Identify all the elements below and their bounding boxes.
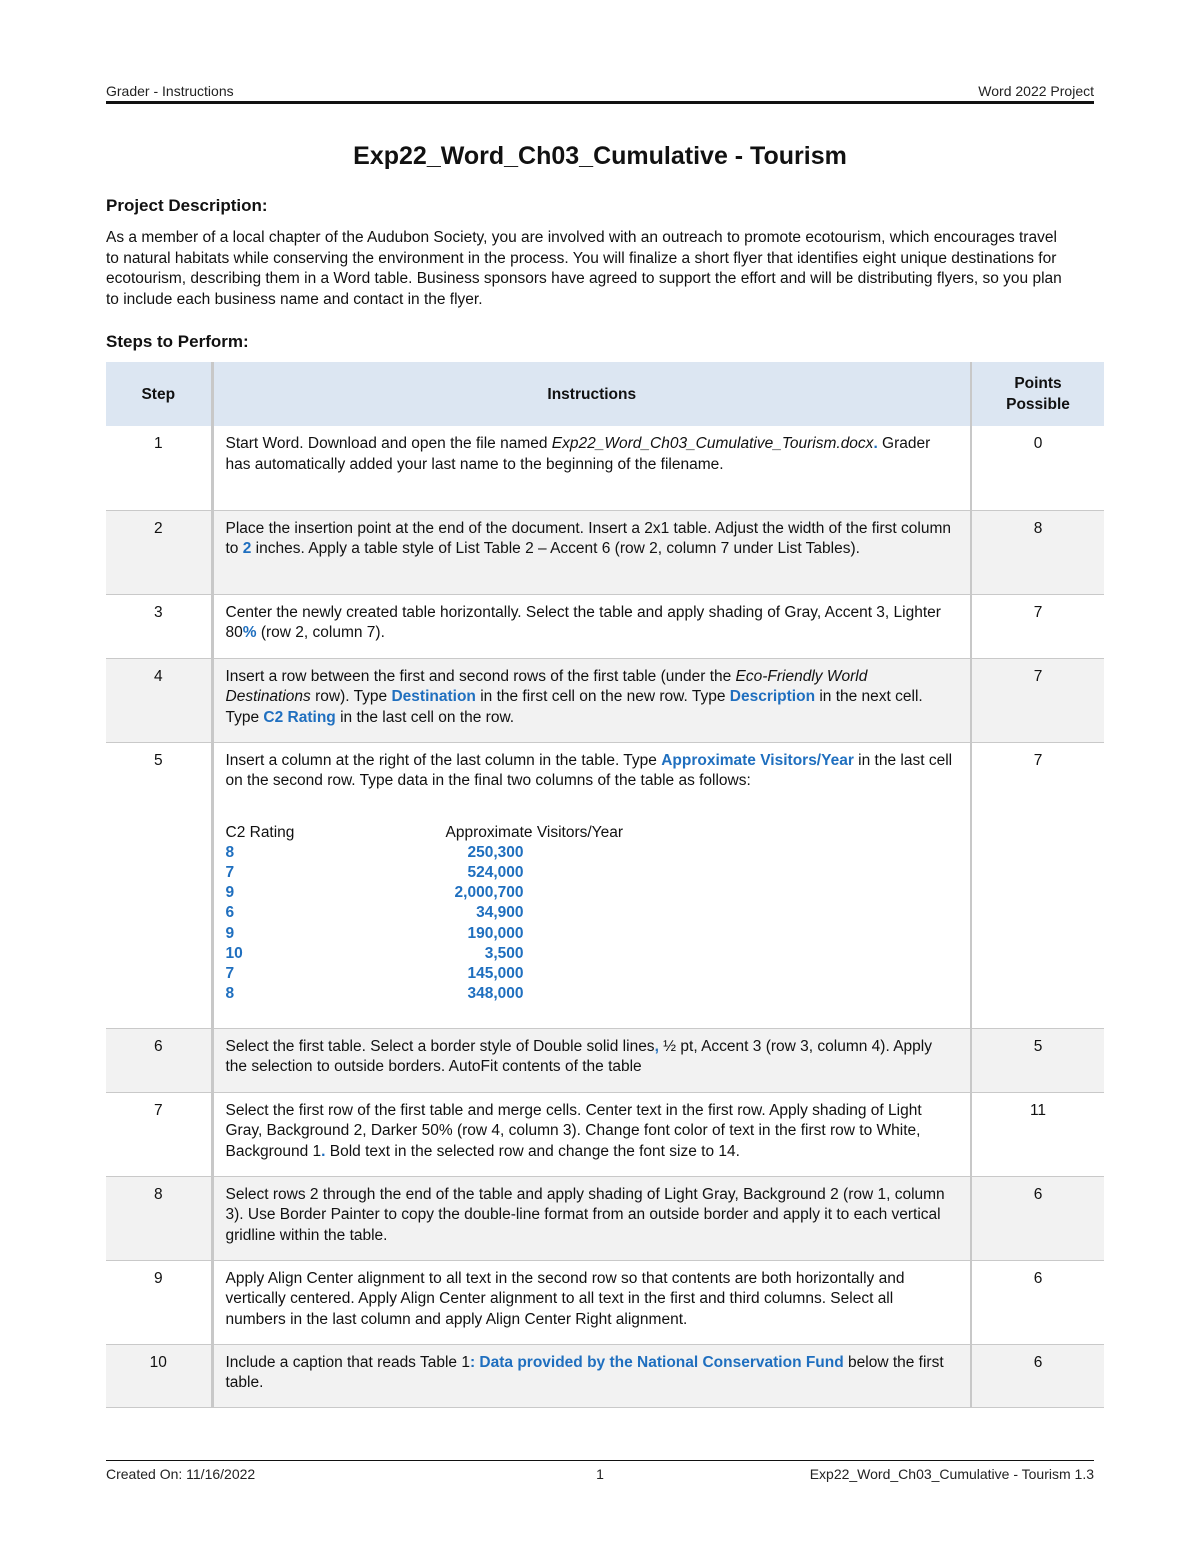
instruction-text: inches. Apply a table style of List Table 2 – Accent 6 (row 2, column 7 under List Tables).: [251, 540, 860, 557]
table-row: [106, 594, 1104, 658]
instruction-text: in the next cell. Type: [225, 688, 923, 726]
instruction-text: in the first cell on the new row. Type: [475, 688, 730, 705]
step-number: 8: [106, 1176, 212, 1260]
data-row: [226, 843, 957, 863]
visitor-data-block: [226, 823, 957, 1005]
steps-table: [106, 362, 1104, 1408]
step-instructions: [212, 594, 971, 658]
project-description-text: As a member of a local chapter of the Audubon Society, you are involved with an outreach to promote ecotourism, which encourages travel to natural habitats while conserving the environment in the process. You will finalize a short flyer that identifies eight unique destinations for ecotourism, describing them in a Word table. Business sponsors have agreed to support the effort and will be distributing flyers, so you plan to include each business name and contact in the flyer.: [106, 229, 1062, 308]
step-points: 7: [971, 658, 1104, 742]
step-points: 7: [971, 594, 1104, 658]
visitors-value: 145,000: [467, 964, 524, 982]
visitors-value: 2,000,700: [454, 884, 524, 902]
instruction-text: .: [873, 435, 878, 452]
table-row: [106, 1176, 1104, 1260]
step-points: 7: [971, 742, 1104, 1028]
step-number: 6: [106, 1028, 212, 1092]
c2-rating-value: 8: [225, 985, 235, 1003]
step-number: 1: [106, 426, 212, 510]
step-points: 6: [971, 1260, 1104, 1344]
instruction-text: Center the newly created table horizontally. Select the table and apply shading of Gray, Accent 3, Lighter 80: [225, 603, 941, 641]
visitors-value: 250,300: [467, 843, 524, 861]
table-row: [106, 658, 1104, 742]
instruction-text: Include a caption that reads Table 1: [225, 1353, 470, 1371]
instruction-text: %: [242, 624, 257, 641]
footer-created-on: Created On: 11/16/2022: [106, 1466, 256, 1482]
instruction-text: Destination: [391, 688, 476, 705]
table-row: [106, 742, 1104, 1028]
instruction-text: .: [321, 1142, 326, 1160]
data-col-rating-label: C2 Rating: [225, 823, 295, 841]
header-left: Grader - Instructions: [106, 83, 234, 99]
instruction-text: Place the insertion point at the end of the document. Insert a 2x1 table. Adjust the width of the first column to: [225, 519, 951, 557]
step-number: 4: [106, 658, 212, 742]
visitors-value: 3,500: [484, 944, 524, 962]
instruction-text: in the last cell on the second row. Type data in the final two columns of the table as follows:: [225, 751, 953, 789]
document-title: Exp22_Word_Ch03_Cumulative - Tourism: [353, 142, 847, 170]
step-instructions: [212, 1260, 971, 1344]
step-instructions: [212, 1344, 971, 1407]
c2-rating-value: 7: [225, 863, 235, 881]
instruction-text: Approximate Visitors/Year: [661, 751, 854, 769]
footer-page-number: 1: [596, 1466, 604, 1482]
header-instructions: Instructions: [212, 362, 971, 426]
c2-rating-value: 9: [225, 884, 235, 902]
instruction-text: Select the first table. Select a border style of Double solid lines: [225, 1037, 655, 1055]
step-instructions: [212, 1028, 971, 1092]
c2-rating-value: 7: [225, 964, 235, 982]
step-points: 8: [971, 510, 1104, 594]
step-instructions: [212, 1092, 971, 1176]
header-divider: [106, 101, 1094, 104]
step-points: 11: [971, 1092, 1104, 1176]
instruction-text: Apply Align Center alignment to all text in the second row so that contents are both horizontally and vertically centered. Apply Align Center alignment to all text in the first and third columns. Select all numbers in the last column and apply Align Center Right alignment.: [225, 1269, 905, 1328]
step-number: 10: [106, 1344, 212, 1407]
instruction-text: Exp22_Word_Ch03_Cumulative_Tourism.docx: [551, 435, 874, 452]
footer-divider: [106, 1460, 1094, 1461]
c2-rating-value: 8: [225, 843, 235, 861]
visitors-value: 190,000: [467, 924, 524, 942]
step-points: 0: [971, 426, 1104, 510]
instruction-text: : Data provided by the National Conservation Fund: [469, 1353, 844, 1371]
step-number: 5: [106, 742, 212, 1028]
instruction-text: below the first table.: [225, 1353, 944, 1391]
step-number: 3: [106, 594, 212, 658]
instruction-text: in the last cell on the row.: [335, 708, 515, 726]
table-row: [106, 1092, 1104, 1176]
data-row: [226, 883, 957, 903]
step-number: 2: [106, 510, 212, 594]
data-row: [226, 924, 957, 944]
table-row: [106, 1344, 1104, 1407]
instruction-text: C2 Rating: [263, 708, 336, 726]
visitors-value: 524,000: [467, 863, 524, 881]
data-row: [226, 903, 957, 923]
instruction-text: Eco-Friendly World Destinations: [225, 667, 868, 705]
data-col-visitors-label: Approximate Visitors/Year: [445, 823, 623, 841]
step-points: 6: [971, 1176, 1104, 1260]
step-number: 9: [106, 1260, 212, 1344]
footer-document-name: Exp22_Word_Ch03_Cumulative - Tourism 1.3: [809, 1466, 1094, 1482]
instruction-text: Description: [729, 688, 816, 705]
data-header-row: [226, 823, 957, 843]
c2-rating-value: 9: [225, 924, 235, 942]
step-points: 6: [971, 1344, 1104, 1407]
instruction-text: row). Type: [310, 688, 392, 705]
step-instructions: [212, 426, 971, 510]
instruction-text: 2: [242, 540, 252, 557]
data-row: [226, 964, 957, 984]
visitors-value: 348,000: [467, 985, 524, 1003]
instruction-text: Select the first row of the first table and merge cells. Center text in the first row. Apply shading of Light Gray, Background 2, Darker 50% (row 4, column 3). Change font color of text in the first row to White, Background 1: [225, 1101, 922, 1160]
header-points: Points Possible: [971, 362, 1104, 426]
instruction-text: Bold text in the selected row and change the font size to 14.: [325, 1142, 740, 1160]
c2-rating-value: 6: [225, 904, 235, 922]
header-right: Word 2022 Project: [978, 83, 1094, 99]
project-description-heading: Project Description:: [106, 196, 268, 215]
instruction-text: Insert a column at the right of the last column in the table. Type: [225, 751, 662, 769]
table-row: [106, 426, 1104, 510]
instruction-text: Select rows 2 through the end of the table and apply shading of Light Gray, Background 2 (row 1, column 3). Use Border Painter to copy the double-line format from an outside border and apply it to each vertical gridline within the table.: [225, 1185, 945, 1244]
header-step: Step: [106, 362, 212, 426]
page-header: [106, 83, 1094, 99]
instruction-text: ½ pt, Accent 3 (row 3, column 4). Apply the selection to outside borders. AutoFit contents of the table: [225, 1037, 932, 1075]
data-row: [226, 863, 957, 883]
instruction-text: Insert a row between the first and second rows of the first table (under the: [225, 667, 736, 685]
steps-heading: Steps to Perform:: [106, 332, 249, 351]
instruction-text: (row 2, column 7).: [256, 624, 385, 641]
data-row: [226, 984, 957, 1004]
step-number: 7: [106, 1092, 212, 1176]
table-row: [106, 510, 1104, 594]
table-row: [106, 1028, 1104, 1092]
data-row: [226, 944, 957, 964]
instruction-text: Grader has automatically added your last name to the beginning of the filename.: [225, 435, 931, 473]
step-instructions: [212, 742, 971, 1028]
instruction-text: Start Word. Download and open the file named: [225, 435, 552, 452]
step-instructions: [212, 1176, 971, 1260]
c2-rating-value: 10: [225, 944, 243, 962]
step-instructions: [212, 510, 971, 594]
step-instructions: [212, 658, 971, 742]
visitors-value: 34,900: [476, 904, 524, 922]
instruction-text: ,: [654, 1037, 659, 1055]
step-points: 5: [971, 1028, 1104, 1092]
table-header-row: [106, 362, 1104, 426]
table-row: [106, 1260, 1104, 1344]
